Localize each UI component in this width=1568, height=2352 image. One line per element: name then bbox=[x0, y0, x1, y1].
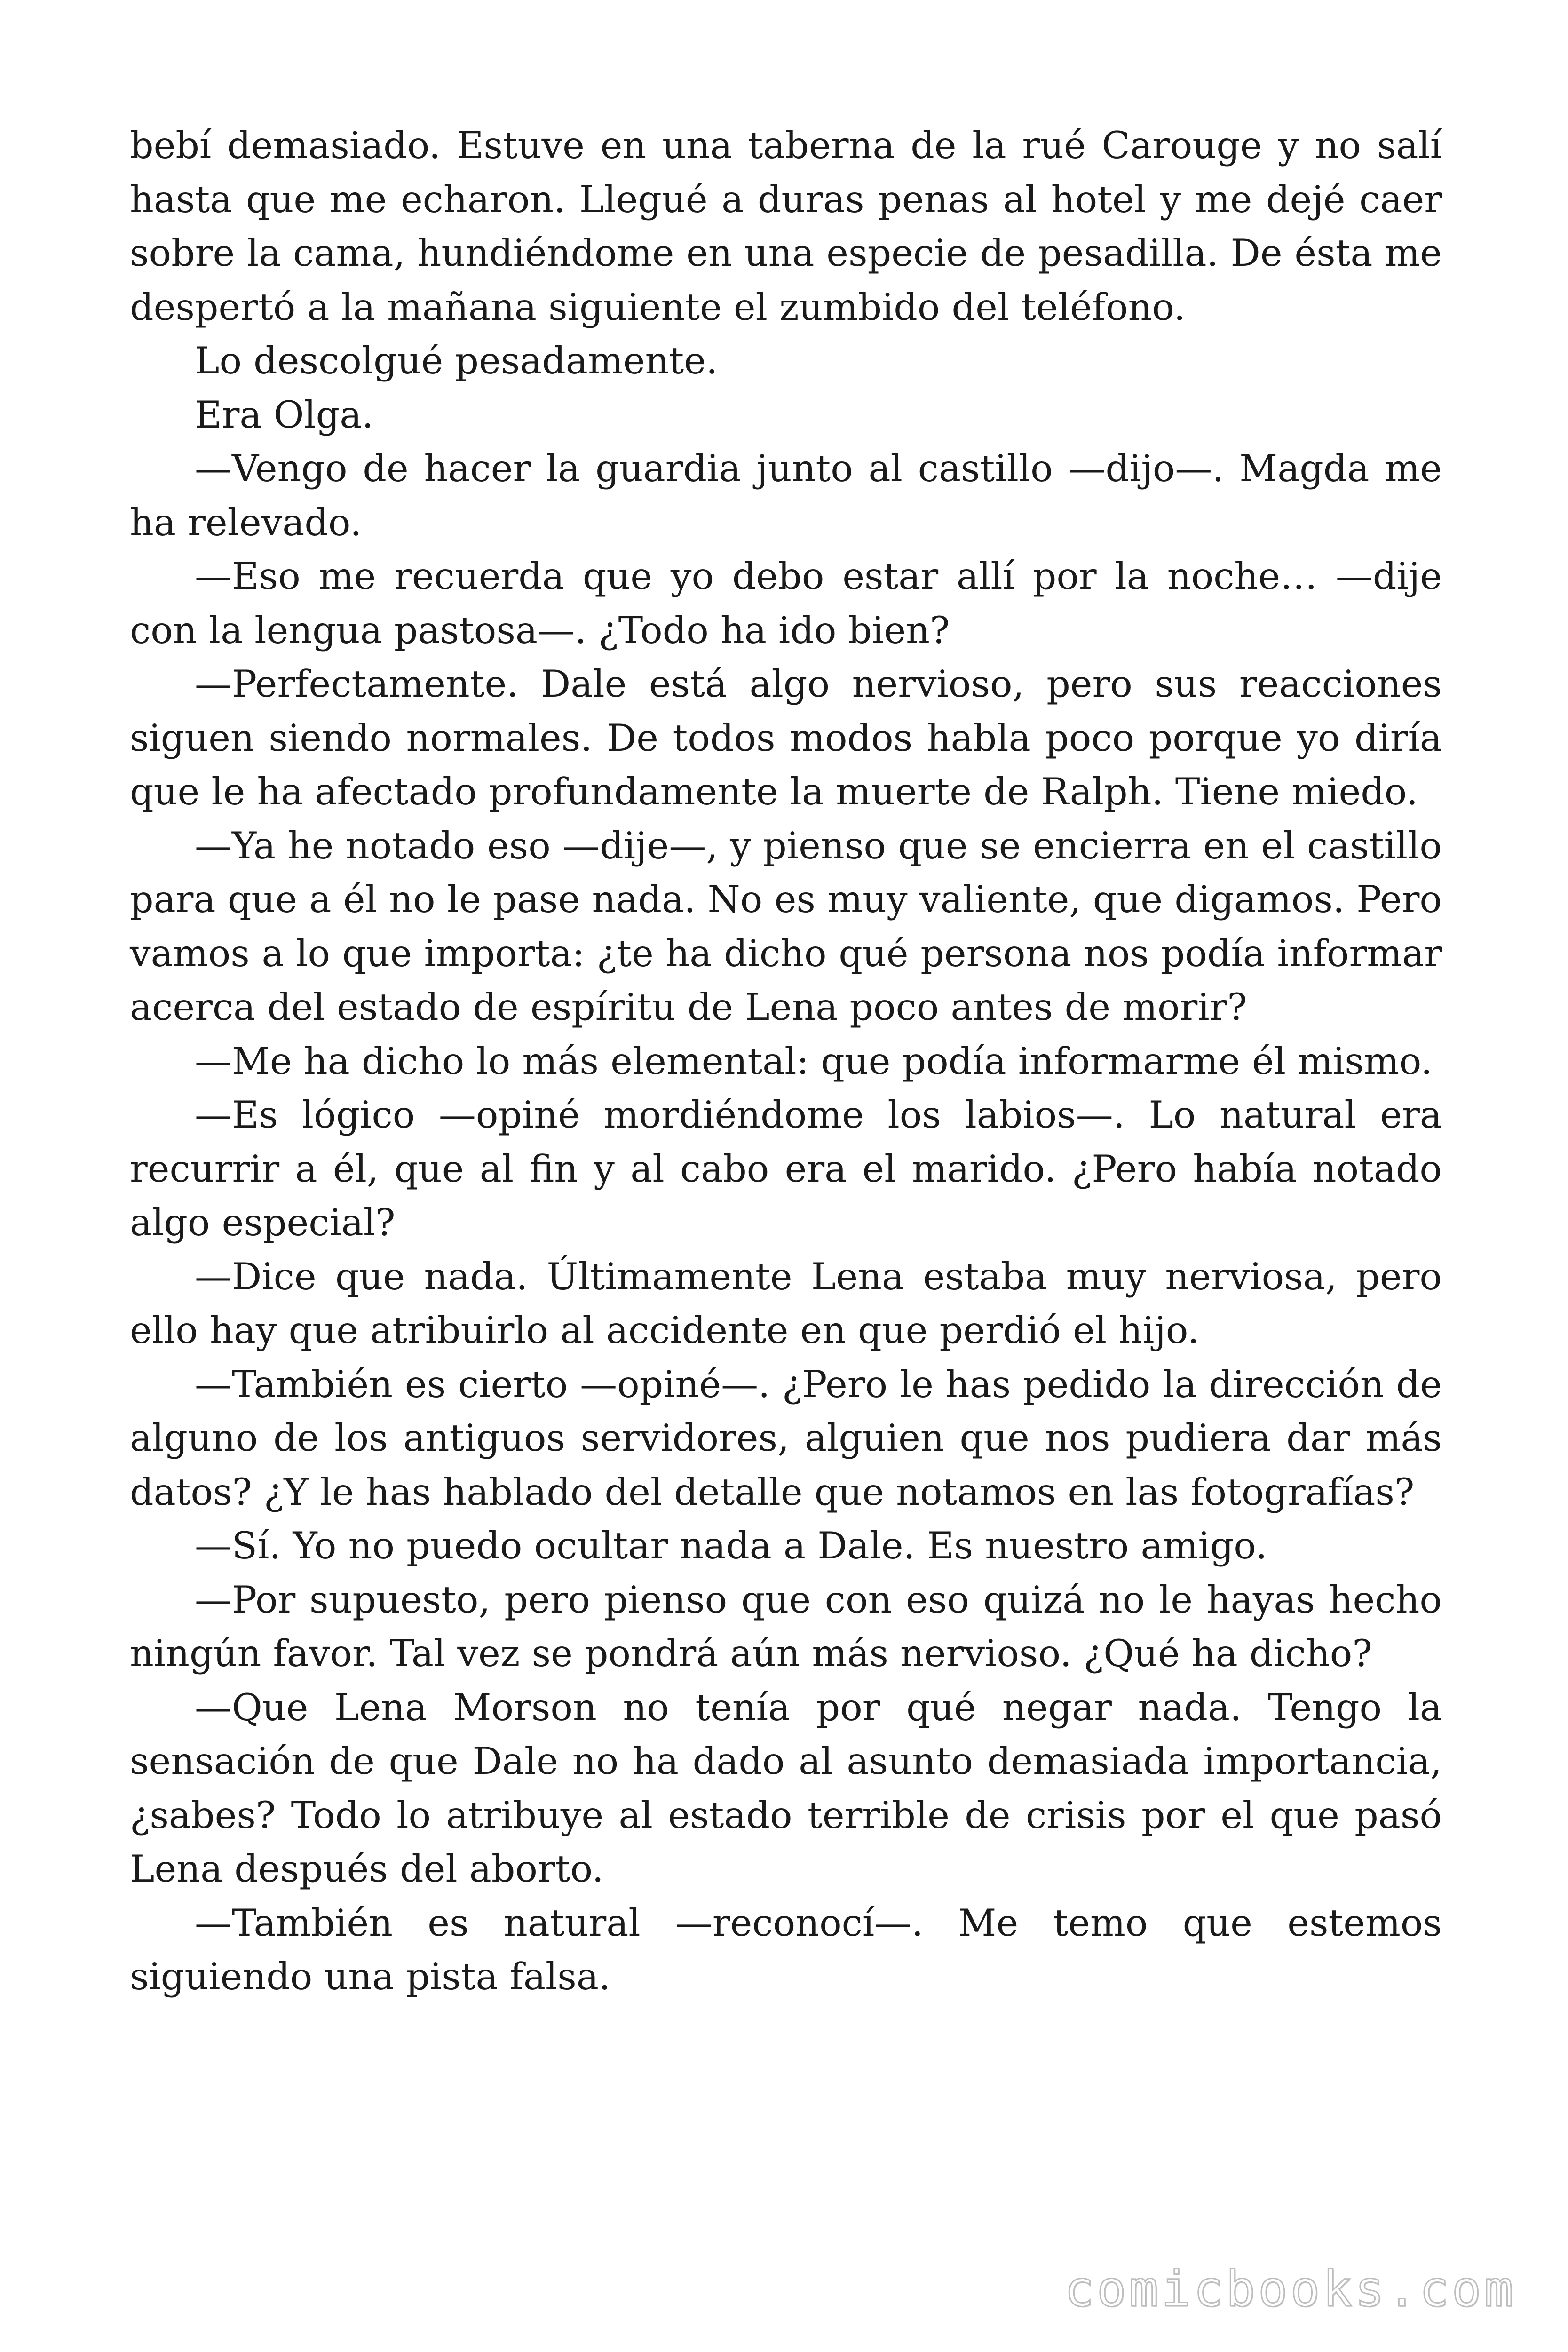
paragraph: —Que Lena Morson no tenía por qué negar nada. Tengo la sensación de que Dale no ha dado al asunto demasiada importancia, ¿sabes? Todo lo atribuye al estado terrible de crisis por el que pasó Lena después del aborto. bbox=[130, 1685, 1442, 1891]
paragraph: bebí demasiado. Estuve en una taberna de la rué Carouge y no salí hasta que me echaron. Llegué a duras penas al hotel y me dejé caer sobre la cama, hundiéndome en una especie de pesadilla. De ésta me despertó a la mañana siguiente el zumbido del teléfono. bbox=[130, 124, 1442, 329]
paragraph: —Es lógico —opiné mordiéndome los labios—. Lo natural era recurrir a él, que al fin y al cabo era el marido. ¿Pero había notado algo especial? bbox=[130, 1093, 1442, 1244]
paragraph: —Dice que nada. Últimamente Lena estaba muy nerviosa, pero ello hay que atribuirlo al accidente en que perdió el hijo. bbox=[130, 1255, 1442, 1352]
paragraph: —También es natural —reconocí—. Me temo que estemos siguiendo una pista falsa. bbox=[130, 1901, 1442, 1998]
paragraph: —Perfectamente. Dale está algo nervioso, pero sus reacciones siguen siendo normales. De todos modos habla poco porque yo diría que le ha afectado profundamente la muerte de Ralph. Tiene miedo. bbox=[130, 662, 1442, 813]
paragraph: —También es cierto —opiné—. ¿Pero le has pedido la dirección de alguno de los antiguos servidores, alguien que nos pudiera dar más datos? ¿Y le has hablado del detalle que notamos en las fotografías? bbox=[130, 1362, 1442, 1514]
watermark: comicbooks.com bbox=[1064, 2260, 1516, 2318]
paragraph: Era Olga. bbox=[195, 393, 374, 437]
paragraph: —Me ha dicho lo más elemental: que podía informarme él mismo. bbox=[195, 1039, 1433, 1083]
paragraph: —Eso me recuerda que yo debo estar allí por la noche… —dije con la lengua pastosa—. ¿Todo ha ido bien? bbox=[130, 555, 1442, 652]
paragraph: —Sí. Yo no puedo ocultar nada a Dale. Es nuestro amigo. bbox=[195, 1524, 1267, 1567]
body-text bbox=[130, 119, 1442, 2004]
paragraph: —Por supuesto, pero pienso que con eso quizá no le hayas hecho ningún favor. Tal vez se pondrá aún más nervioso. ¿Qué ha dicho? bbox=[130, 1578, 1442, 1675]
paragraph: —Vengo de hacer la guardia junto al castillo —dijo—. Magda me ha relevado. bbox=[130, 447, 1442, 544]
paragraph: Lo descolgué pesadamente. bbox=[195, 339, 718, 382]
paragraph: —Ya he notado eso —dije—, y pienso que se encierra en el castillo para que a él no le pase nada. No es muy valiente, que digamos. Pero vamos a lo que importa: ¿te ha dicho qué persona nos podía informar acerca del estado de espíritu de Lena poco antes de morir? bbox=[130, 824, 1442, 1029]
